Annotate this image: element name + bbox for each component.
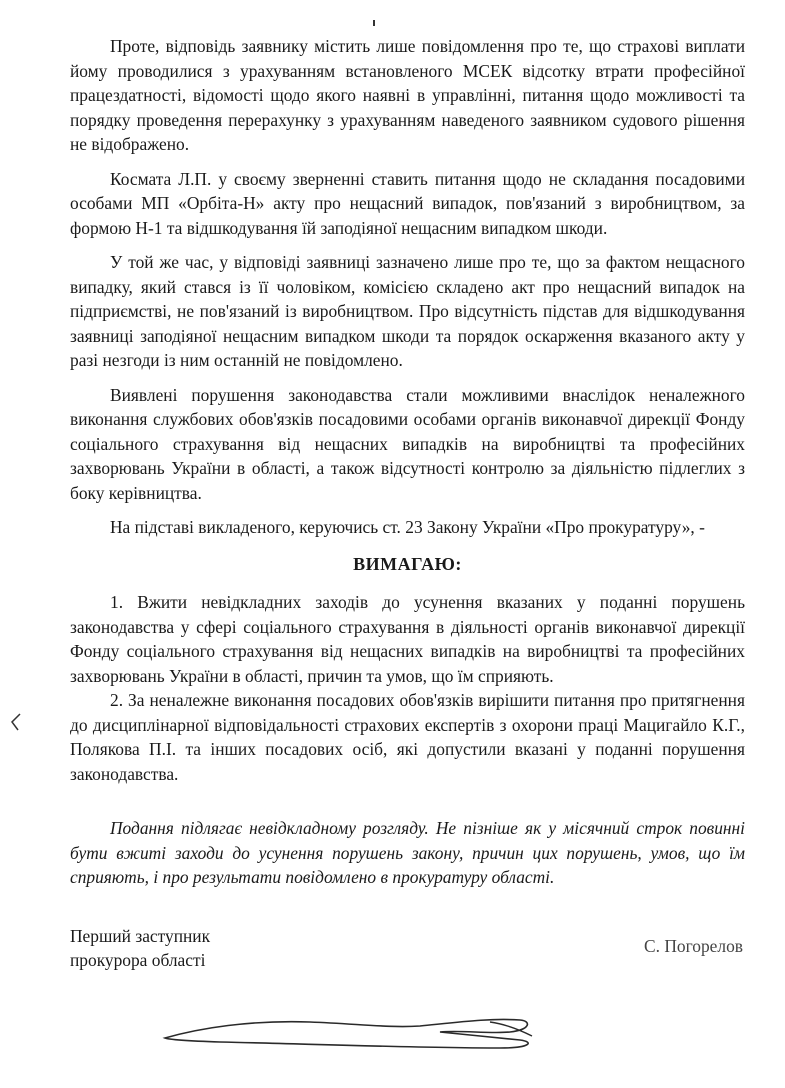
handwritten-signature [160,1008,560,1053]
paragraph-response-applicant: Проте, відповідь заявнику містить лише повідомлення про те, що страхові виплати йому проводилися з урахуванням встановленого МСЕК відсотку втрати професійної працездатності, відомості щодо якого наявні в управлінні, питання щодо можливості та порядку проведення перерахунку з урахуванням наведеного заявником судового рішення не відображено. [70,36,745,154]
signature-block [70,924,745,984]
signer-title-line-1: Перший заступник [70,925,211,946]
demand-heading: ВИМАГАЮ: [353,553,462,574]
margin-tick-mark [8,712,24,732]
paragraph-legal-basis: На підставі викладеного, керуючись ст. 23 Закону України «Про прокуратуру», - [110,517,705,537]
demand-item-1: 1. Вжити невідкладних заходів до усунення вказаних у поданні порушень законодавства у сфері соціального страхування в діяльності органів виконавчої дирекції Фонду соціального страхування від нещасних випадків на виробництві та професійних захворювань України в області, причин та умов, що їм сприяють. [70,592,745,686]
demand-item-2: 2. За неналежне виконання посадових обов'язків вирішити питання про притягнення до дисциплінарної відповідальності страхових експертів з охорони праці Мацигайло К.Г., Полякова П.І. та інших посадових осіб, які допустили вказані у поданні порушення законодавства. [70,690,745,784]
paragraph-violations: Виявлені порушення законодавства стали можливими внаслідок неналежного виконання службових обов'язків посадовими особами органів виконавчої дирекції Фонду соціального страхування від нещасних випадків на виробництві та професійних захворювань України в області, а також відсутності контролю за діяльністю підлеглих з боку керівництва. [70,384,745,503]
signer-name: С. Погорелов [644,935,743,956]
paragraph-kosmata-appeal: Космата Л.П. у своєму зверненні ставить питання щодо не складання посадовими особами МП «Орбіта-Н» акту про нещасний випадок, пов'язаний з виробництвом, за формою Н-1 та відшкодування їй заподіяної нещасним випадком шкоди. [70,168,745,238]
closing-statement: Подання підлягає невідкладному розгляду. Не пізніше як у місячний строк повинні бути вжиті заходи до усунення порушень закону, причин цих порушень, умов, що їм сприяють, і про результати повідомлено в прокуратуру області. [70,818,745,887]
signer-title-line-2: прокурора області [70,950,206,970]
scan-dot-mark [372,20,376,26]
paragraph-response-wife: У той же час, у відповіді заявниці зазначено лише про те, що за фактом нещасного випадку, який стався із її чоловіком, комісією складено акт про нещасний випадок на підприємстві, не пов'язаний із виробництвом. Про відсутність підстав для відшкодування заявниці заподіяної нещасним випадком шкоди та порядок оскарження вказаного акту у разі незгоди із ним останній не повідомлено. [70,252,745,370]
